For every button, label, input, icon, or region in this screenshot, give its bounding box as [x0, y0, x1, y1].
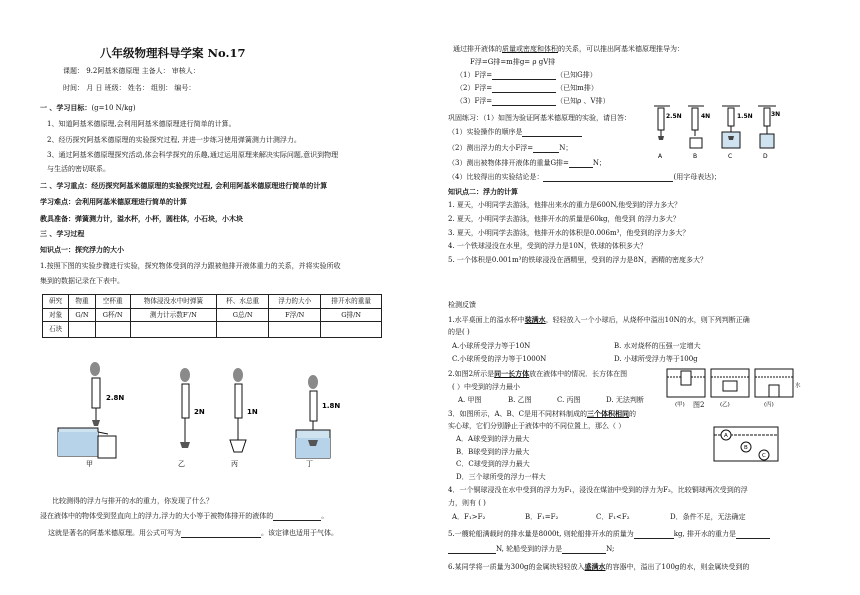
practice-q2: （2）测出浮力的大小F浮= N；	[448, 144, 573, 152]
kp2-item: 4. 一个铁球浸没在水里，受到的浮力是10N，铁球的体积多大？	[448, 242, 647, 250]
q5: 5.一艘轮船满载时的排水量是8000t, 则轮船排开水的质量为 kg, 排开水的重力是	[448, 530, 770, 539]
formula-1: （1）F浮= （已知G排）	[456, 71, 597, 79]
container-yi	[711, 369, 749, 408]
q3-option: C．C球受到的浮力最大	[456, 460, 530, 468]
derive-intro: 通过排开液体的质量或密度和体积的关系，可以推出阿基米德原理推导为：	[453, 45, 684, 53]
kp2-item: 3. 夏天，小明同学去游泳，他排开水的体积是0.006m³，他受到的浮力多大？	[448, 229, 690, 237]
q1: 1.水平桌面上的溢水杯中装满水，轻轻放入一个小球后，从烧杯中溢出10N的水，则下列判断正确	[448, 315, 750, 324]
kp2-item: 1. 夏天，小明同学去游泳，他排出来水的重力是600N,他受到的浮力多大？	[448, 201, 682, 209]
feedback-heading: 检测反馈	[448, 301, 476, 309]
objectives-heading: 一 、学习目标：(g=10 N/kg)	[40, 103, 136, 112]
header-line-topic: 课题： 9.2阿基米德原理 主备人： 审核人：	[63, 67, 200, 75]
q4-option: C．F₁<F₂	[596, 513, 630, 521]
q1-option: B. 水对烧杯的压强一定增大	[614, 342, 701, 350]
svg-text:1.5N: 1.5N	[737, 113, 753, 120]
svg-text:C: C	[728, 153, 733, 160]
svg-text:B: B	[744, 445, 748, 451]
kp1-text: 集到的数据记录在下表中。	[40, 277, 124, 285]
q2-option: A. 甲图	[458, 396, 482, 404]
figure-2	[665, 365, 805, 409]
q4-option: D．条件不足，无法确定	[670, 513, 746, 521]
practice-q1: （1）实验操作的顺序是	[448, 128, 582, 137]
svg-text:(丙): (丙)	[764, 402, 774, 408]
table-row: 研究 物重 空杯重 物体浸没水中时弹簧 杯、水总重 浮力的大小 排开水的重量	[43, 295, 382, 309]
container-bing	[755, 369, 801, 408]
reading-jia: 2.8N	[106, 394, 125, 402]
objective-item: 与生活的密切联系。	[47, 165, 110, 173]
practice-heading: 巩固练习：（1）如图为验证阿基米德原理的实验，请目答：	[448, 114, 631, 122]
q1-line2: 的是( )	[448, 328, 470, 336]
q4-option: A．F₁>F₂	[452, 513, 486, 521]
label-bing: 丙	[231, 460, 238, 468]
key-points: 二 、学习重点：经历探究阿基米德原理的实验探究过程, 会利用阿基米德原理进行简单的计算	[40, 181, 328, 190]
process-heading: 三 、学习过程	[40, 229, 85, 238]
formula: F浮=G排=m排g= ρ gV排	[470, 58, 556, 66]
q2: 2.如图2所示是同一长方体放在液体中的情况．长方体在图	[448, 369, 628, 378]
table-row: 对象 G/N G杯/N 测力计示数F′/N G总/N F浮/N G排/N	[43, 308, 382, 322]
svg-text:C: C	[762, 453, 766, 459]
formula-3: （3）F浮= （已知ρ 、V排）	[456, 97, 610, 105]
practice-figure	[648, 104, 788, 160]
data-table	[42, 294, 382, 338]
svg-text:D: D	[763, 153, 768, 160]
experiment-figure	[48, 360, 388, 470]
scale-jia	[58, 362, 124, 468]
q3: 3．如图所示，A、B、C是用不同材料制成的三个体积相同的	[448, 409, 637, 418]
objective-item: 2、经历探究阿基米德原理的实验探究过程, 并进一步练习使用弹簧测力计测浮力。	[47, 136, 301, 144]
q1-option: C.小球所受的浮力等于1000N	[452, 355, 547, 363]
q2-option: D. 无法判断	[606, 396, 644, 404]
header-line-info: 时间： 月 日 班级： 姓名： 组别： 编号：	[63, 84, 196, 92]
figure-2-label: 图2	[693, 401, 705, 409]
reading-bing: 1N	[247, 408, 258, 416]
kp2-item: 5. 一个体积是0.001m³的铁球浸没在酒精里，受到的浮力是8N，酒精的密度多大？	[448, 256, 707, 264]
figure-3	[712, 425, 792, 465]
knowledge-point-2: 知识点二：浮力的计算	[448, 187, 518, 196]
kp2-item: 2. 夏天，小明同学去游泳，他排开水的质量是60kg，他受到 的浮力多大？	[448, 215, 680, 223]
scale-bing	[230, 368, 258, 468]
svg-text:B: B	[693, 153, 698, 160]
q5-line2: N, 轮船受到的浮力是 N;	[448, 545, 614, 554]
teaching-tools: 教具准备：弹簧测力计，溢水杯，小杯，圆柱体，小石块，小木块	[40, 214, 243, 223]
conclusion-question: 比较测得的浮力与排开的水的重力，你发现了什么？	[52, 497, 213, 505]
page-title: 八年级物理科导学案 No.17	[100, 46, 246, 60]
setup-b	[688, 106, 710, 160]
label-ding: 丁	[306, 460, 313, 468]
svg-text:A: A	[658, 153, 663, 160]
objective-item: 3、通过阿基米德原理探究活动,体会科学探究的乐趣,通过运用原理来解决实际问题,意识到物理	[47, 151, 339, 159]
setup-d	[758, 106, 780, 160]
kp1-text: 1.按照下图的实验步骤进行实验，探究物体受到的浮力跟被他排开液体重力的关系，并将实验所收	[40, 262, 341, 270]
objective-item: 1、知道阿基米德原理,会利用阿基米德原理进行简单的计算。	[47, 120, 236, 128]
q4-option: B．F₁=F₂	[525, 513, 559, 521]
svg-text:(乙): (乙)	[720, 402, 730, 408]
conclusion-formula: 这就是著名的阿基米德原理。用公式可写为 。该定律也适用于气体。	[48, 529, 338, 537]
label-yi: 乙	[178, 460, 185, 468]
practice-q4: （4）比较得出的实验结论是： (用字母表达)；	[448, 173, 721, 181]
q3-option: B．B球受到的浮力最大	[456, 448, 530, 456]
q4-line2: 力，则有 ( )	[448, 499, 486, 507]
q6: 6.某同学将一质量为300g的金属块轻轻放入盛满水的容器中，溢出了100g的水，则金属块受到的	[448, 562, 750, 571]
difficulty: 学习难点：会利用阿基米德原理进行简单的计算	[40, 197, 187, 206]
formula-2: （2）F浮= （已知m排）	[456, 84, 598, 92]
setup-a	[654, 106, 682, 160]
svg-text:3N: 3N	[771, 111, 781, 118]
svg-text:2.5N: 2.5N	[666, 113, 682, 120]
reading-yi: 2N	[194, 408, 205, 416]
svg-text:(甲): (甲)	[675, 402, 685, 408]
q4: 4．一个铜球浸没在水中受到的浮力为F₁，浸没在煤油中受到的浮力为F₂，比较铜球两次受到的浮	[448, 486, 748, 494]
scale-yi	[178, 368, 205, 468]
svg-text:4N: 4N	[701, 113, 711, 120]
q1-option: D. 小球所受浮力等于100g	[614, 355, 698, 363]
setup-c	[722, 106, 753, 160]
practice-q3: （3）测出被物体排开液体的重量G排= N；	[448, 159, 607, 167]
knowledge-point-1: 知识点一：探究浮力的大小	[40, 245, 124, 254]
conclusion-statement: 浸在液体中的物体受到竖直向上的浮力,浮力的大小等于被物体排开的液体的 。	[40, 512, 329, 520]
q3-line2: 实心球，它们分别静止于液体中的不同位置上，那么（ ）	[448, 422, 626, 430]
label-jia: 甲	[86, 460, 93, 468]
svg-text:A: A	[724, 433, 728, 439]
table-row: 石块	[43, 322, 382, 338]
q2-option: B. 乙图	[508, 396, 532, 404]
q3-option: D．三个球所受的浮力一样大	[456, 473, 546, 481]
reading-ding: 1.8N	[322, 402, 341, 410]
scale-ding	[296, 375, 340, 468]
svg-text:水: 水	[795, 383, 801, 389]
q2-line2: ( ）中受到的浮力最小	[452, 383, 520, 391]
q3-option: A．A球受到的浮力最大	[456, 435, 530, 443]
q2-option: C. 丙图	[557, 396, 581, 404]
q1-option: A.小球所受浮力等于10N	[452, 342, 531, 350]
